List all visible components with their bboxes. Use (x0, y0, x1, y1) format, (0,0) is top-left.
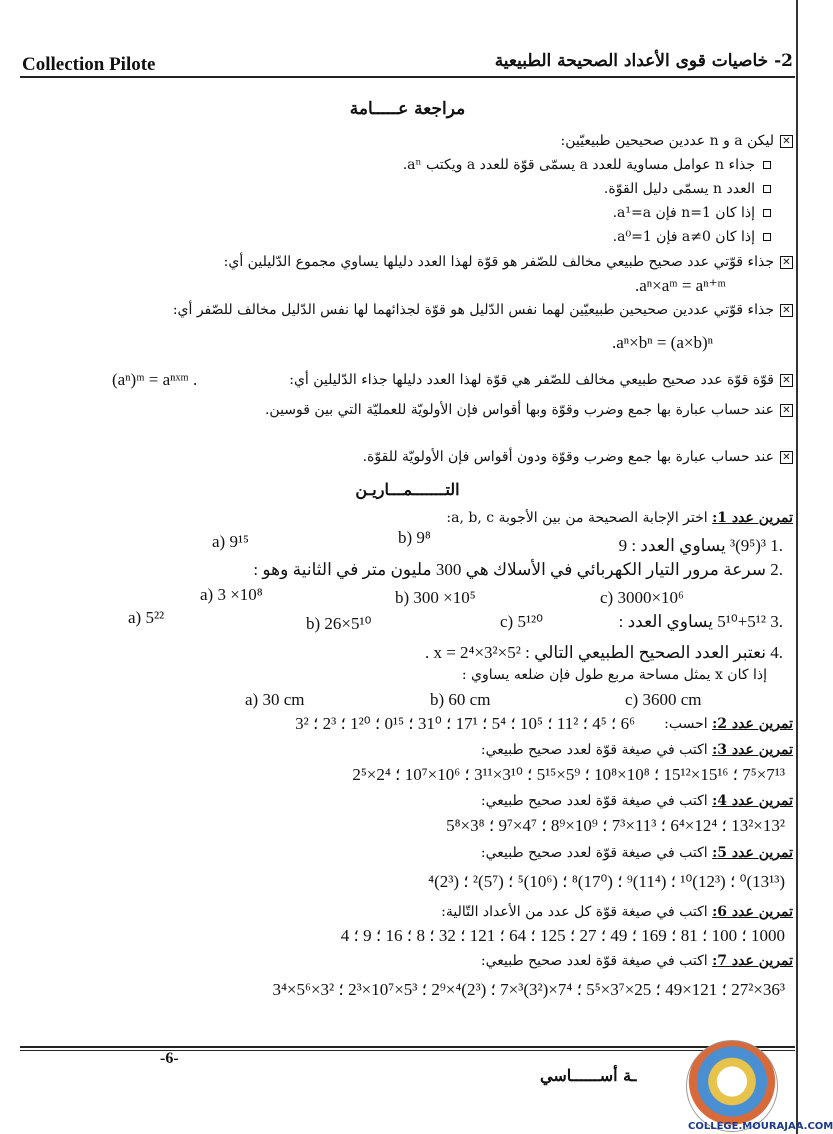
review-sub-2: العدد n يسمّى دليل القوّة. (604, 181, 771, 197)
header-divider (20, 76, 795, 78)
checkbox-icon: ✕ (780, 404, 793, 417)
review-intro: ✕ليكن a و n عددين صحيحين طبيعيّين: (561, 133, 793, 149)
header-chapter-title: 2- خاصيات قوى الأعداد الصحيحة الطبيعية (494, 51, 793, 71)
ex1-q4-condition: إذا كان x يمثل مساحة مربع طول فإن ضلعه يساوي : (461, 667, 767, 683)
ex1-q1-opt-a: a) 9¹⁵ (212, 532, 249, 551)
square-bullet-icon (763, 233, 771, 241)
ex7-items: 36³×27² ؛ 121×49 ؛ 25×3⁷×5⁵ ؛ 7⁴×(3²)³×7 ؛ (2³)⁴×2⁹ ؛ 5³×10⁷×2³ ؛ 3²×5⁶×3⁴ (272, 980, 785, 999)
footer-divider (20, 1046, 795, 1048)
ex1-q2-opt-a: a) 3 ×10⁸ (200, 585, 263, 604)
square-bullet-icon (763, 161, 771, 169)
ex1-q3-opt-b: b) 26×5¹⁰ (306, 614, 372, 633)
formula-power-of-power: (aⁿ)ᵐ = aⁿˣᵐ . (112, 370, 198, 389)
review-title: مراجعة عـــــامة (349, 99, 466, 119)
ex1-q4-opt-a: a) 30 cm (245, 690, 305, 709)
square-bullet-icon (763, 185, 771, 193)
ex5-items: (13¹³)⁰ ؛ (12³)¹⁰ ؛ (11⁴)⁹ ؛ (17⁰)⁸ ؛ (10⁶)⁵ ؛ (5⁷)² ؛ (2³)⁴ (428, 872, 785, 891)
ex1-q2-opt-b: b) 300 ×10⁵ (395, 588, 476, 607)
ex1-q1-opt-b: b) 9⁸ (398, 528, 431, 547)
formula-same-base: .aⁿ×aᵐ = aⁿ⁺ᵐ (635, 276, 726, 295)
checkbox-icon: ✕ (780, 256, 793, 269)
page-number: -6- (160, 1050, 179, 1067)
square-bullet-icon (763, 209, 771, 217)
review-product-same-base: ✕جذاء قوّتي عدد صحيح طبيعي مخالف للصّفر هو قوّة لهذا العدد دليلها يساوي مجموع الدّليلين أي: (224, 254, 793, 270)
ex1-header: تمرين عدد 1: اختر الإجابة الصحيحة من بين الأجوبة a, b, c: (446, 510, 793, 526)
site-logo-icon (686, 1040, 778, 1132)
review-product-same-exponent: ✕جذاء قوّتي عددين صحيحين طبيعيّين لهما نفس الدّليل هو قوّة لجذائهما لها نفس الدّليل مخالف للصّفر أي: (173, 302, 793, 318)
review-sub-4: إذا كان a≠0 فإن a⁰=1. (613, 229, 771, 245)
review-power-of-power: ✕قوّة قوّة عدد صحيح طبيعي مخالف للصّفر هي قوّة لهذا العدد دليلها جذاء الدّليلين أي: (289, 372, 793, 388)
review-priority-parentheses: ✕عند حساب عبارة بها جمع وضرب وقوّة وبها أقواس فإن الأولويّة للعمليّة التي بين قوسين. (265, 402, 793, 418)
ex4-items: 13²×13² ؛ 12⁴×6⁴ ؛ 11³×7³ ؛ 10⁹×8⁹ ؛ 4⁷×9⁷ ؛ 3⁸×5⁸ (446, 816, 785, 835)
ex1-q4-opt-b: b) 60 cm (430, 690, 491, 709)
review-sub-1: جذاء n عوامل مساوية للعدد a يسمّى قوّة للعدد a ويكتب aⁿ. (403, 157, 771, 173)
ex2-items: 6⁶ ؛ 4⁵ ؛ 11² ؛ 10⁵ ؛ 5⁴ ؛ 17¹ ؛ 31⁰ ؛ 0¹⁵ ؛ 1²⁰ ؛ 2³ ؛ 3² (295, 714, 635, 733)
footer-divider-thin (20, 1050, 795, 1051)
formula-same-exponent: .aⁿ×bⁿ = (a×b)ⁿ (612, 333, 713, 352)
ex4-header: تمرين عدد 4: اكتب في صيغة قوّة لعدد صحيح طبيعي: (480, 793, 793, 809)
checkbox-icon: ✕ (780, 451, 793, 464)
ex1-q4: .4 نعتبر العدد الصحيح الطبيعي التالي : x = 2⁴×3²×5² . (424, 643, 783, 662)
ex3-items: 7¹³×7⁵ ؛ 15¹⁶×15¹² ؛ 10⁸×10⁸ ؛ 5⁹×5¹⁵ ؛ 3¹⁰×3¹¹ ؛ 10⁶×10⁷ ؛ 2⁴×2⁵ (352, 765, 785, 784)
header-collection: Collection Pilote (22, 54, 156, 75)
ex1-q3-opt-a: a) 5²² (128, 608, 165, 627)
ex7-header: تمرين عدد 7: اكتب في صيغة قوّة لعدد صحيح طبيعي: (480, 953, 793, 969)
checkbox-icon: ✕ (780, 374, 793, 387)
ex2-header: تمرين عدد 2: احسب: (664, 716, 793, 732)
ex6-items: 1000 ؛ 100 ؛ 81 ؛ 169 ؛ 49 ؛ 27 ؛ 125 ؛ 64 ؛ 121 ؛ 32 ؛ 8 ؛ 16 ؛ 9 ؛ 4 (340, 926, 785, 945)
ex1-q1: .1 ³(9⁵)³ يساوي العدد : 9 (618, 536, 783, 555)
ex3-header: تمرين عدد 3: اكتب في صيغة قوّة لعدد صحيح طبيعي: (480, 742, 793, 758)
ex6-header: تمرين عدد 6: اكتب في صيغة قوّة كل عدد من الأعداد التّالية: (441, 904, 793, 920)
review-priority-power: ✕عند حساب عبارة بها جمع وضرب وقوّة ودون أقواس فإن الأولويّة للقوّة. (363, 449, 793, 465)
ex1-q2: .2 سرعة مرور التيار الكهربائي في الأسلاك هي 300 مليون متر في الثانية وهو : (253, 560, 783, 579)
ex1-q2-opt-c: c) 3000×10⁶ (600, 588, 684, 607)
exercises-title: التـــــــمـــاريـن (355, 480, 460, 499)
checkbox-icon: ✕ (780, 304, 793, 317)
ex5-header: تمرين عدد 5: اكتب في صيغة قوّة لعدد صحيح طبيعي: (480, 845, 793, 861)
review-sub-3: إذا كان n=1 فإن a¹=a. (613, 205, 771, 221)
right-border (796, 0, 798, 1134)
ex1-q4-opt-c: c) 3600 cm (625, 690, 702, 709)
footer-level: ـة أســــــاسي (540, 1066, 637, 1085)
checkbox-icon: ✕ (780, 135, 793, 148)
site-logo-text[interactable]: COLLEGE.MOURAJAA.COM (688, 1121, 833, 1132)
ex1-q3: .3 5¹⁰+5¹² يساوي العدد : (618, 612, 783, 631)
ex1-q3-opt-c: c) 5¹²⁰ (500, 612, 543, 631)
